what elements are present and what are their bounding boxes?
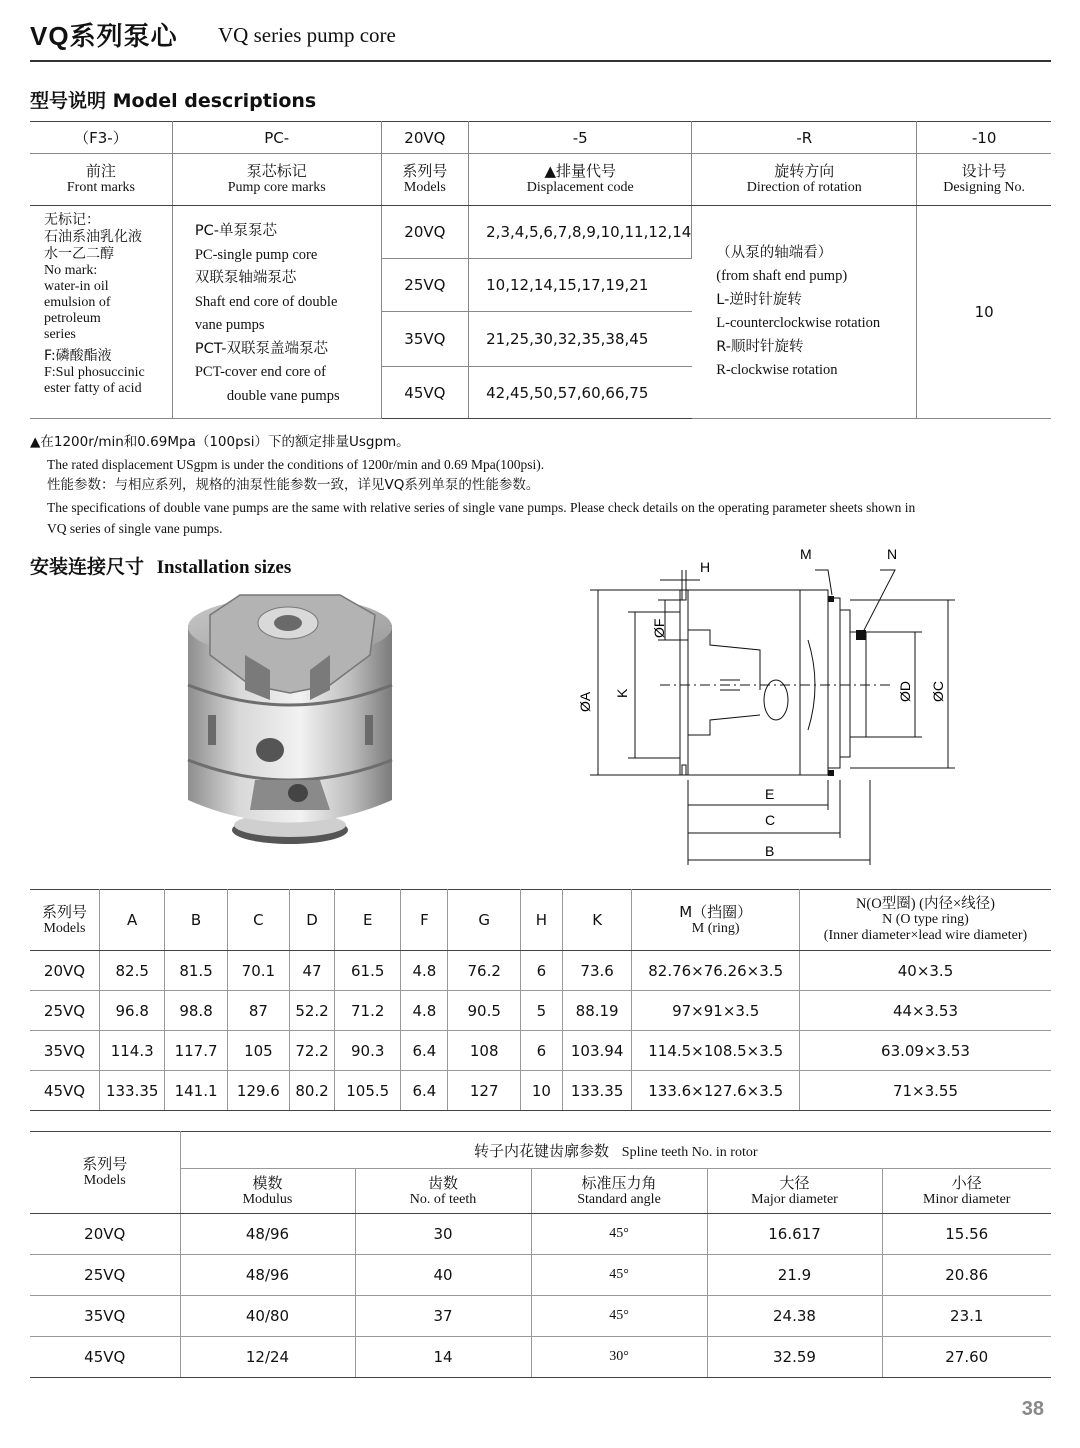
value-cell: 127 <box>448 1071 521 1111</box>
series-codes-cell: 2,3,4,5,6,7,8,9,10,11,12,14 <box>469 206 692 259</box>
page-number: 38 <box>1021 1398 1044 1420</box>
header-cell: 系列号 Models <box>381 154 469 206</box>
series-row <box>30 206 1051 259</box>
core-mark-line: PC-单泵泵芯 <box>194 223 277 239</box>
value-cell: 12/24 <box>180 1337 355 1378</box>
core-mark-line: 双联泵轴端泵芯 <box>194 270 297 286</box>
value-cell: 27.60 <box>882 1337 1051 1378</box>
note-line: ▲在1200r/min和0.69Mpa（100psi）下的额定排量Usgpm。 <box>30 434 410 450</box>
code-cell: （F3-） <box>30 122 172 154</box>
note-line: The specifications of double vane pumps are the same with relative series of single vane pumps. Please check details on the operating parameter sheets shown in <box>47 499 916 515</box>
spline-title-cell: 转子内花键齿廓参数 Spline teeth No. in rotor <box>180 1132 1051 1169</box>
value-cell: 103.94 <box>562 1031 631 1071</box>
front-mark-line: 水一乙二醇 <box>44 246 114 262</box>
value-cell: 32.59 <box>707 1337 882 1378</box>
series-model-cell: 25VQ <box>381 259 469 312</box>
header-cell: B <box>165 890 227 951</box>
front-mark-line: water-in oil <box>44 279 109 294</box>
header-rule <box>30 60 1051 62</box>
value-cell: 30 <box>355 1214 531 1255</box>
value-cell: 133.6×127.6×3.5 <box>632 1071 800 1111</box>
value-cell: 63.09×3.53 <box>799 1031 1051 1071</box>
header-cell: 设计号 Designing No. <box>917 154 1051 206</box>
model-cell: 45VQ <box>30 1071 99 1111</box>
front-mark-line: ester fatty of acid <box>44 381 142 396</box>
code-cell: -10 <box>917 122 1051 154</box>
core-marks-cell <box>172 206 381 419</box>
model-code-row <box>30 122 1051 154</box>
value-cell: 87 <box>227 991 289 1031</box>
table-row <box>30 1337 1051 1378</box>
table-row <box>30 991 1051 1031</box>
value-cell: 70.1 <box>227 951 289 991</box>
value-cell: 20.86 <box>882 1255 1051 1296</box>
value-cell: 114.5×108.5×3.5 <box>632 1031 800 1071</box>
table-row <box>30 1296 1051 1337</box>
notes-block <box>30 432 915 540</box>
header-cell: 模数 Modulus <box>180 1169 355 1214</box>
value-cell: 61.5 <box>335 951 401 991</box>
code-cell: -5 <box>469 122 692 154</box>
front-marks-cell <box>30 206 172 419</box>
series-codes-cell: 21,25,30,32,35,38,45 <box>469 312 692 367</box>
note-line: 性能参数：与相应系列，规格的油泵性能参数一致，详见VQ系列单泵的性能参数。 <box>47 477 540 493</box>
table-row <box>30 1255 1051 1296</box>
note-line: The rated displacement USgpm is under the conditions of 1200r/min and 0.69 Mpa(100psi). <box>47 456 545 472</box>
value-cell: 117.7 <box>165 1031 227 1071</box>
value-cell: 37 <box>355 1296 531 1337</box>
model-section-title-en: Model descriptions <box>112 90 317 112</box>
label-e: E <box>765 786 775 802</box>
value-cell: 21.9 <box>707 1255 882 1296</box>
header-cell: 大径 Major diameter <box>707 1169 882 1214</box>
header-cell: ▲排量代号 Displacement code <box>469 154 692 206</box>
installation-drawing <box>560 540 970 870</box>
label-c-bottom: C <box>765 812 776 828</box>
front-mark-line: 无标记： <box>44 212 100 228</box>
install-section-title-en: Installation sizes <box>156 557 292 578</box>
value-cell: 96.8 <box>99 991 164 1031</box>
core-mark-line: double vane pumps <box>226 387 340 404</box>
install-section-heading <box>30 552 291 579</box>
value-cell: 14 <box>355 1337 531 1378</box>
series-codes-cell: 42,45,50,57,60,66,75 <box>469 367 692 419</box>
value-cell: 23.1 <box>882 1296 1051 1337</box>
value-cell: 82.5 <box>99 951 164 991</box>
dims-header-row <box>30 890 1051 951</box>
model-section-title-cn: 型号说明 <box>30 90 107 112</box>
rotation-cell <box>692 206 917 419</box>
label-h: H <box>700 559 711 575</box>
value-cell: 48/96 <box>180 1255 355 1296</box>
core-mark-line: vane pumps <box>194 317 265 333</box>
value-cell: 6.4 <box>401 1031 448 1071</box>
value-cell: 40/80 <box>180 1296 355 1337</box>
header-cell: 系列号 Models <box>30 890 99 951</box>
header-cell: K <box>562 890 631 951</box>
value-cell: 71.2 <box>335 991 401 1031</box>
label-f: ØF <box>651 618 667 638</box>
table-row <box>30 1214 1051 1255</box>
value-cell: 45° <box>531 1296 707 1337</box>
value-cell: 82.76×76.26×3.5 <box>632 951 800 991</box>
series-codes-cell: 10,12,14,15,17,19,21 <box>469 259 692 312</box>
table-row <box>30 1031 1051 1071</box>
design-no-cell: 10 <box>917 206 1051 419</box>
value-cell: 133.35 <box>562 1071 631 1111</box>
label-n: N <box>887 546 898 562</box>
value-cell: 15.56 <box>882 1214 1051 1255</box>
pump-core-photo <box>170 585 410 860</box>
spline-title-row <box>30 1132 1051 1169</box>
value-cell: 88.19 <box>562 991 631 1031</box>
front-mark-line: petroleum <box>44 311 101 326</box>
header-cell: H <box>521 890 563 951</box>
value-cell: 72.2 <box>290 1031 335 1071</box>
model-cell: 25VQ <box>30 1255 180 1296</box>
code-cell: -R <box>692 122 917 154</box>
value-cell: 45° <box>531 1214 707 1255</box>
header-cell: 标准压力角 Standard angle <box>531 1169 707 1214</box>
value-cell: 6 <box>521 951 563 991</box>
value-cell: 5 <box>521 991 563 1031</box>
front-mark-line: F:Sul phosuccinic <box>44 365 145 380</box>
header-cell: 小径 Minor diameter <box>882 1169 1051 1214</box>
spline-header-row <box>30 1169 1051 1214</box>
header-cell: 泵芯标记 Pump core marks <box>172 154 381 206</box>
core-mark-line: PC-single pump core <box>194 246 318 263</box>
value-cell: 71×3.55 <box>799 1071 1051 1111</box>
note-line: VQ series of single vane pumps. <box>47 521 223 536</box>
value-cell: 24.38 <box>707 1296 882 1337</box>
model-cell: 20VQ <box>30 951 99 991</box>
page-title: VQ系列泵心 <box>30 21 178 51</box>
value-cell: 4.8 <box>401 991 448 1031</box>
value-cell: 129.6 <box>227 1071 289 1111</box>
value-cell: 6 <box>521 1031 563 1071</box>
value-cell: 47 <box>290 951 335 991</box>
value-cell: 52.2 <box>290 991 335 1031</box>
front-mark-line: No mark: <box>44 263 98 278</box>
header-cell: E <box>335 890 401 951</box>
rotation-line: （从泵的轴端看） <box>716 244 833 261</box>
models-header-cell: 系列号 Models <box>30 1132 180 1214</box>
code-cell: 20VQ <box>381 122 469 154</box>
model-cell: 25VQ <box>30 991 99 1031</box>
header-cell: D <box>290 890 335 951</box>
value-cell: 90.5 <box>448 991 521 1031</box>
header-cell: A <box>99 890 164 951</box>
value-cell: 44×3.53 <box>799 991 1051 1031</box>
code-cell: PC- <box>172 122 381 154</box>
value-cell: 76.2 <box>448 951 521 991</box>
front-mark-line: emulsion of <box>44 295 111 310</box>
core-mark-line: PCT-cover end core of <box>194 364 326 380</box>
table-row <box>30 1071 1051 1111</box>
header-cell: G <box>448 890 521 951</box>
series-model-cell: 20VQ <box>381 206 469 259</box>
header-cell: 前注 Front marks <box>30 154 172 206</box>
model-header-row <box>30 154 1051 206</box>
spline-table <box>30 1131 1051 1378</box>
header-cell: 齿数 No. of teeth <box>355 1169 531 1214</box>
install-section-title-cn: 安装连接尺寸 <box>30 556 145 578</box>
rotation-line: L-counterclockwise rotation <box>716 315 881 331</box>
model-section-heading <box>30 86 316 113</box>
value-cell: 4.8 <box>401 951 448 991</box>
series-model-cell: 45VQ <box>381 367 469 419</box>
front-mark-line: F:磷酸酯液 <box>44 348 112 364</box>
label-k: K <box>614 688 630 698</box>
header-cell: M（挡圈） M (ring) <box>632 890 800 951</box>
value-cell: 105 <box>227 1031 289 1071</box>
label-m: M <box>800 546 812 562</box>
header-cell: F <box>401 890 448 951</box>
model-cell: 45VQ <box>30 1337 180 1378</box>
value-cell: 10 <box>521 1071 563 1111</box>
value-cell: 98.8 <box>165 991 227 1031</box>
value-cell: 48/96 <box>180 1214 355 1255</box>
label-c: ØC <box>930 681 946 702</box>
label-b: B <box>765 843 775 859</box>
front-mark-line: series <box>44 327 76 342</box>
value-cell: 80.2 <box>290 1071 335 1111</box>
table-row <box>30 951 1051 991</box>
rotation-line: R-clockwise rotation <box>716 362 838 378</box>
header-cell: C <box>227 890 289 951</box>
core-mark-line: Shaft end core of double <box>194 293 338 310</box>
value-cell: 40 <box>355 1255 531 1296</box>
label-a: ØA <box>577 691 593 712</box>
model-cell: 20VQ <box>30 1214 180 1255</box>
front-mark-line: 石油系油乳化液 <box>44 229 142 245</box>
rotation-line: (from shaft end pump) <box>716 268 848 284</box>
value-cell: 97×91×3.5 <box>632 991 800 1031</box>
model-table <box>30 121 1051 419</box>
label-d: ØD <box>897 681 913 702</box>
header-cell: N(O型圈) (内径×线径) N (O type ring) (Inner diameter×lead wire diameter) <box>799 890 1051 951</box>
value-cell: 108 <box>448 1031 521 1071</box>
series-model-cell: 35VQ <box>381 312 469 367</box>
rotation-line: L-逆时针旋转 <box>716 291 802 308</box>
value-cell: 40×3.5 <box>799 951 1051 991</box>
value-cell: 45° <box>531 1255 707 1296</box>
value-cell: 81.5 <box>165 951 227 991</box>
core-mark-line: PCT-双联泵盖端泵芯 <box>194 340 328 357</box>
header-cell: 旋转方向 Direction of rotation <box>692 154 917 206</box>
value-cell: 105.5 <box>335 1071 401 1111</box>
value-cell: 6.4 <box>401 1071 448 1111</box>
value-cell: 73.6 <box>562 951 631 991</box>
value-cell: 133.35 <box>99 1071 164 1111</box>
dimensions-table <box>30 889 1051 1111</box>
value-cell: 16.617 <box>707 1214 882 1255</box>
page-subtitle: VQ series pump core <box>218 23 396 47</box>
value-cell: 90.3 <box>335 1031 401 1071</box>
model-cell: 35VQ <box>30 1031 99 1071</box>
value-cell: 114.3 <box>99 1031 164 1071</box>
model-cell: 35VQ <box>30 1296 180 1337</box>
value-cell: 30° <box>531 1337 707 1378</box>
value-cell: 141.1 <box>165 1071 227 1111</box>
rotation-line: R-顺时针旋转 <box>716 338 804 355</box>
